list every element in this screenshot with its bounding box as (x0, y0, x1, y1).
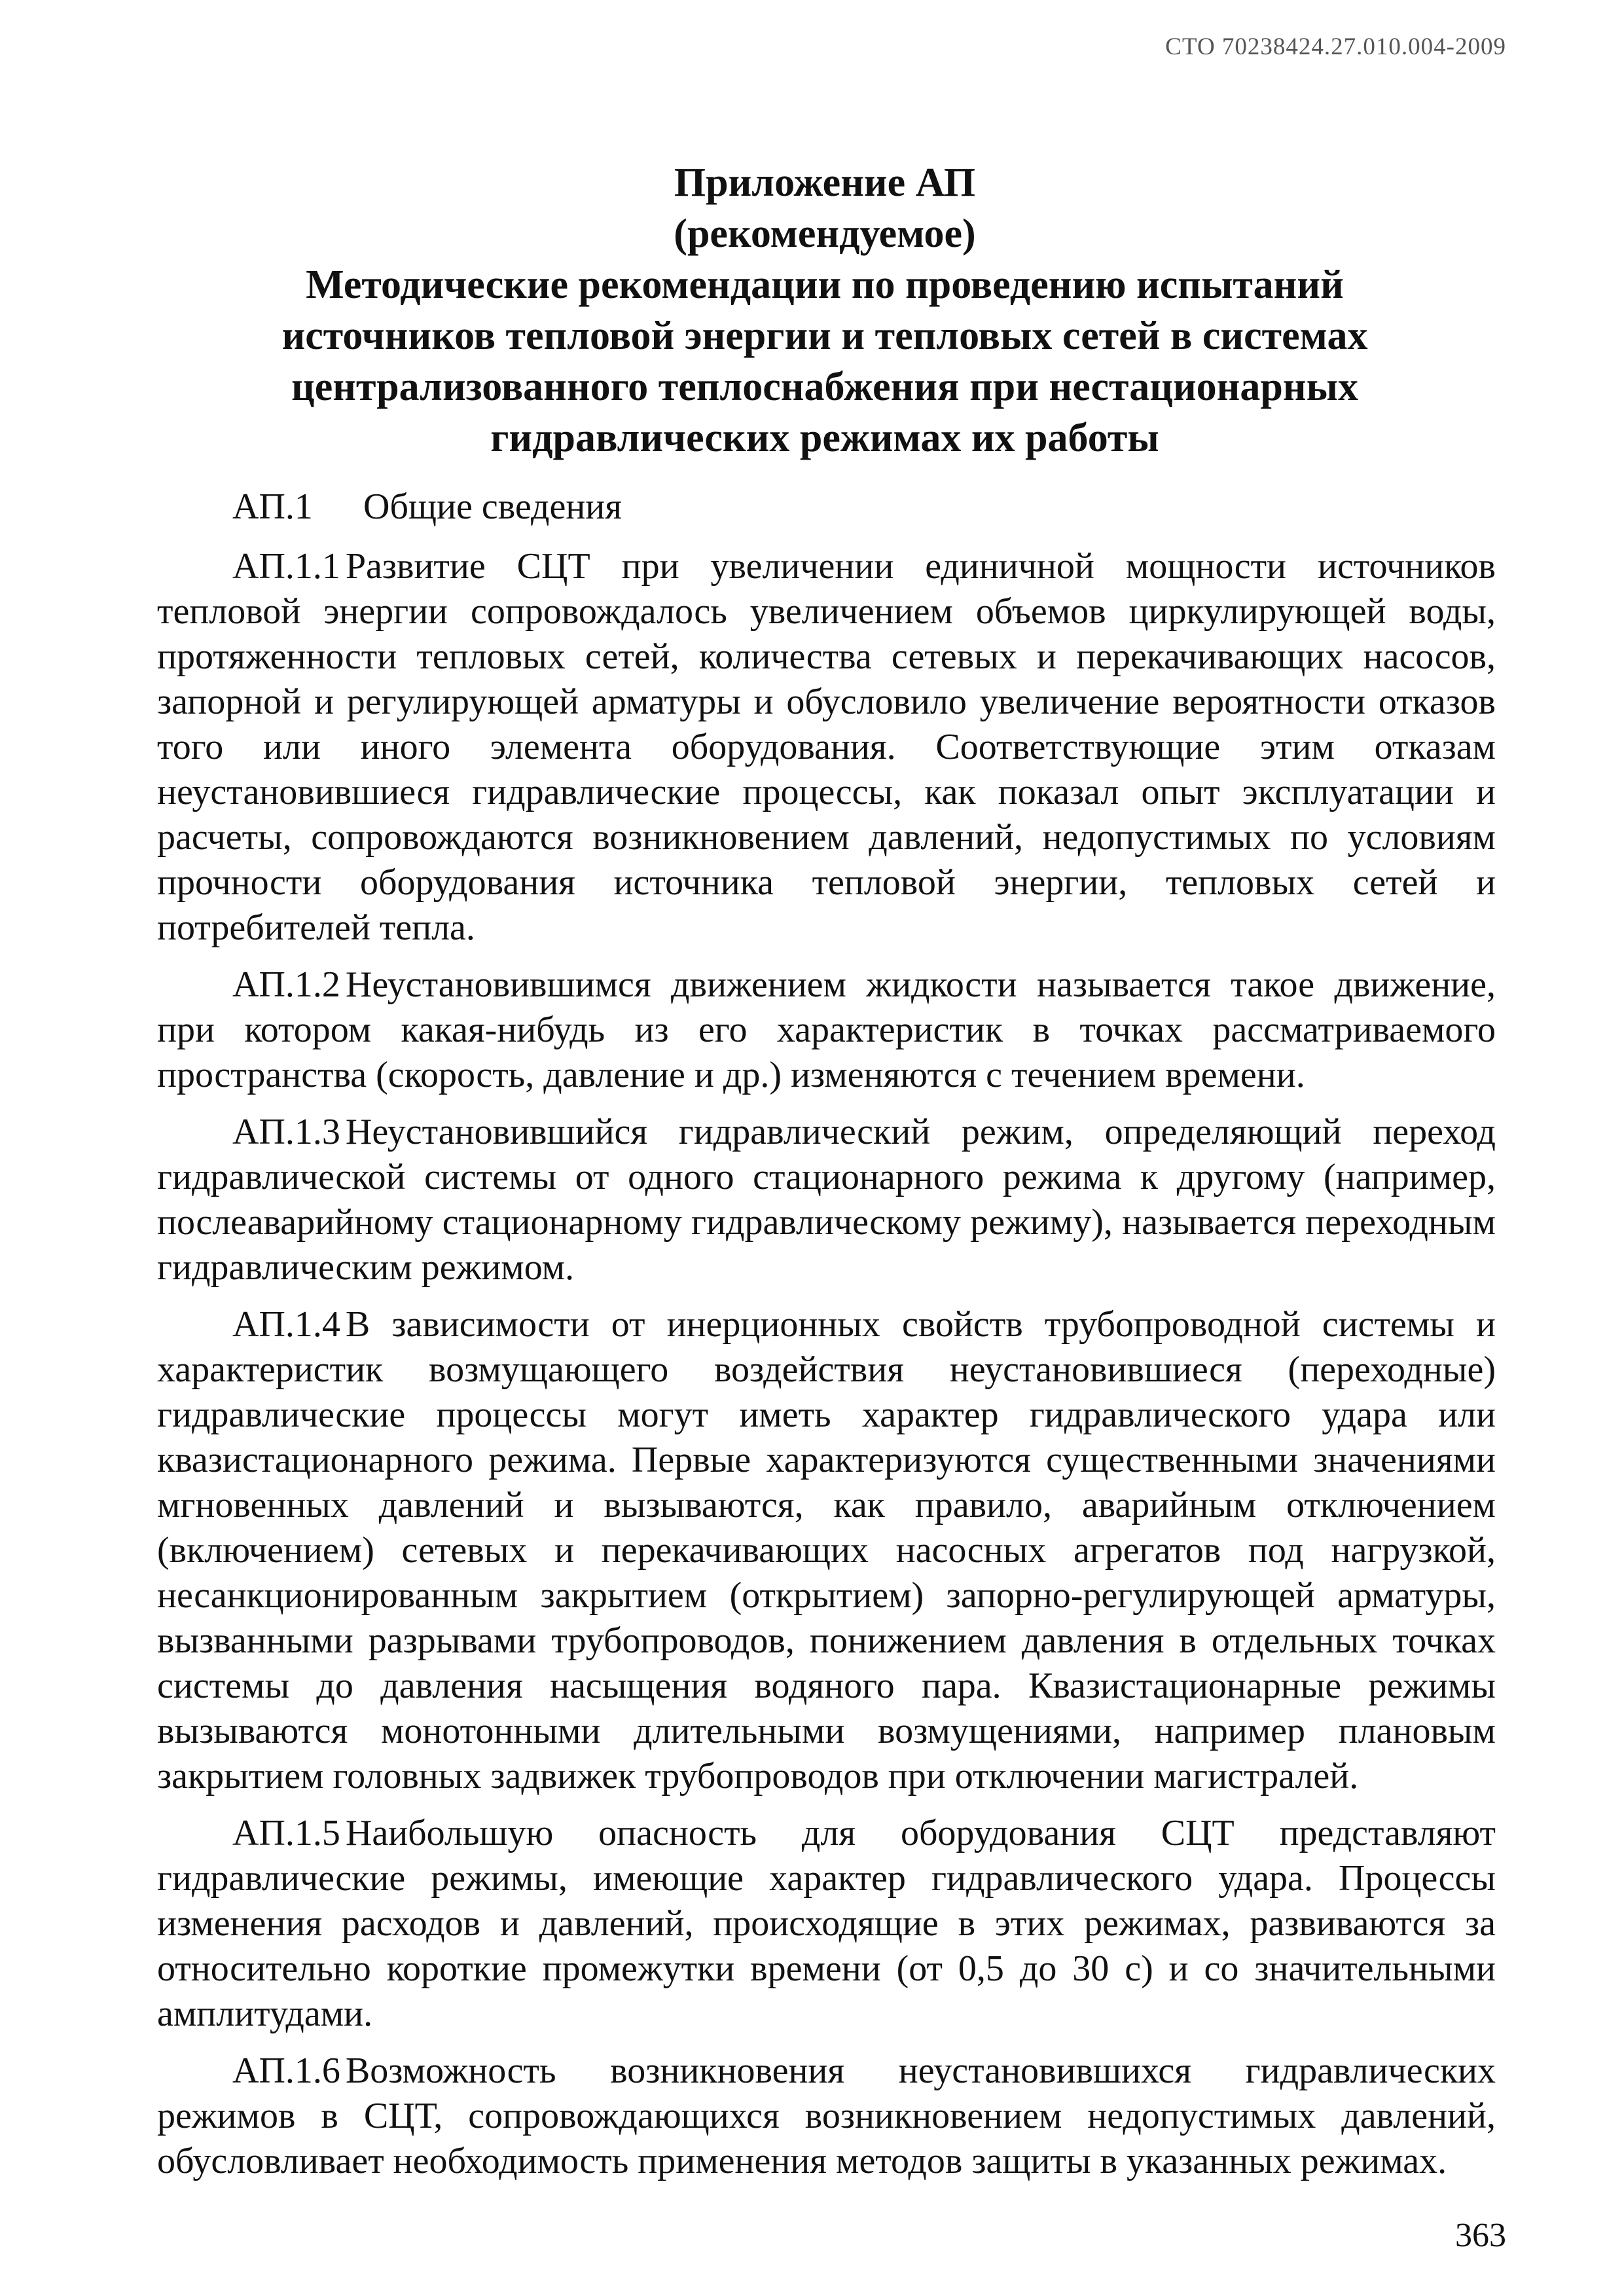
document-body (157, 484, 1496, 2196)
paragraph-text: Развитие СЦТ при увеличении единичной мощности источников тепловой энергии сопровождалось увеличением объемов циркулирующей воды, протяженности тепловых сетей, количества сетевых и перекачивающих насосов, запорной и регулирующей арматуры и обусловило увеличение вероятности отказов того или иного элемента оборудования. Соответствующие этим отказам неустановившиеся гидравлические процессы, как показал опыт эксплуатации и расчеты, сопровождаются возникновением давлений, недопустимых по условиям прочности оборудования источника тепловой энергии, тепловых сетей и потребителей тепла. (157, 546, 1496, 948)
title-line-3: Методические рекомендации по проведению испытаний (306, 263, 1344, 307)
paragraph (157, 544, 1496, 951)
paragraph-text: Неустановившийся гидравлический режим, определяющий переход гидравлической системы от одного стационарного режима к другому (например, послеаварийному стационарному гидравлическому режиму), называется переходным гидравлическим режимом. (157, 1112, 1496, 1288)
appendix-title (157, 157, 1492, 464)
paragraph-number: АП.1.3 (232, 1112, 340, 1152)
paragraph (157, 1110, 1496, 1290)
section-label: Общие сведения (363, 486, 623, 527)
paragraph (157, 962, 1496, 1098)
title-line-5: централизованного теплоснабжения при нестационарных (291, 365, 1358, 409)
section-heading (157, 484, 1496, 530)
section-number: АП.1 (232, 486, 313, 527)
title-line-6: гидравлических режимах их работы (490, 416, 1159, 460)
title-line-status: (рекомендуемое) (674, 211, 976, 256)
paragraph (157, 1302, 1496, 1799)
paragraph-number: АП.1.5 (232, 1813, 340, 1853)
paragraph-text: В зависимости от инерционных свойств трубопроводной системы и характеристик возмущающего воздействия неустановившиеся (переходные) гидравлические процессы могут иметь характер гидравлического удара или квазистационарного режима. Первые характеризуются существенными значениями мгновенных давлений и вызываются, как правило, аварийным отключением (включением) сетевых и перекачивающих насосных агрегатов под нагрузкой, несанкционированным закрытием (открытием) запорно-регулирующей арматуры, вызванными разрывами трубопроводов, понижением давления в отдельных точках системы до давления насыщения водяного пара. Квазистационарные режимы вызываются монотонными длительными возмущениями, например плановым закрытием головных задвижек трубопроводов при отключении магистралей. (157, 1304, 1496, 1796)
paragraph-text: Наибольшую опасность для оборудования СЦТ представляют гидравлические режимы, имеющие характер гидравлического удара. Процессы изменения расходов и давлений, происходящие в этих режимах, развиваются за относительно короткие промежутки времени (от 0,5 до 30 с) и со значительными амплитудами. (157, 1813, 1496, 2034)
paragraph (157, 1811, 1496, 2037)
paragraph-number: АП.1.1 (232, 546, 340, 587)
paragraph-number: АП.1.4 (232, 1304, 340, 1345)
page-number: 363 (1455, 2217, 1506, 2254)
title-line-appendix: Приложение АП (674, 160, 976, 205)
paragraph-number: АП.1.6 (232, 2050, 340, 2091)
document-code: СТО 70238424.27.010.004-2009 (1165, 33, 1506, 60)
title-line-4: источников тепловой энергии и тепловых сетей в системах (281, 314, 1368, 358)
paragraph (157, 2049, 1496, 2184)
paragraph-text: Неустановившимся движением жидкости называется такое движение, при котором какая-нибудь из его характеристик в точках рассматриваемого пространства (скорость, давление и др.) изменяются с течением времени. (157, 964, 1496, 1095)
paragraph-text: Возможность возникновения неустановившихся гидравлических режимов в СЦТ, сопровождающихся возникновением недопустимых давлений, обусловливает необходимость применения методов защиты в указанных режимах. (157, 2050, 1496, 2181)
paragraph-number: АП.1.2 (232, 964, 340, 1005)
